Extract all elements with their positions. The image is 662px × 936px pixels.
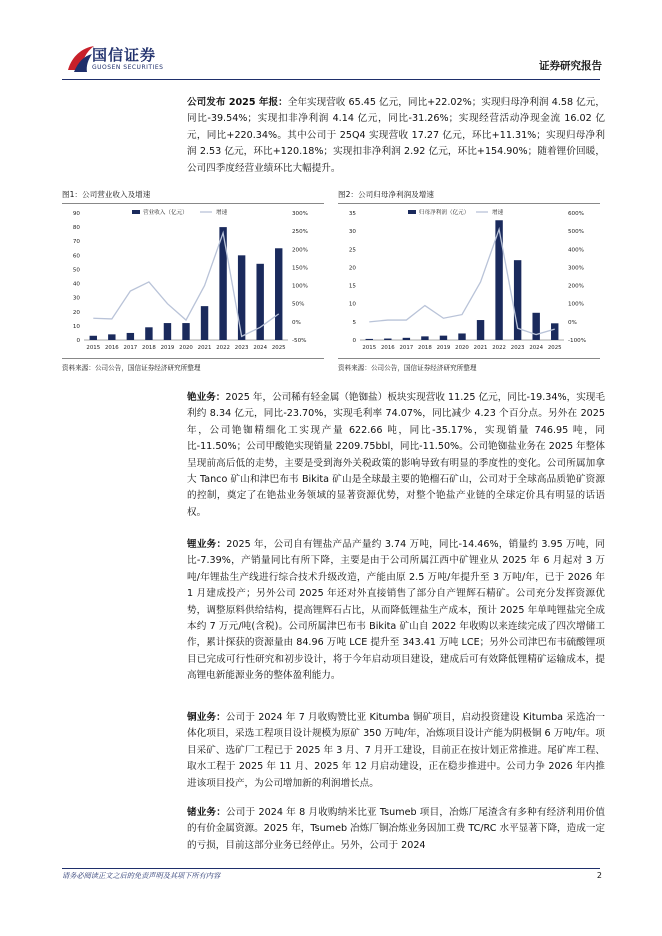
fig1-bar [108,334,115,340]
fig2-x-tick-label: 2024 [529,345,544,351]
fig2-left-tick-label: 30 [348,229,356,236]
fig1-left-tick-label: 70 [72,239,80,246]
fig2-bar [477,320,484,340]
company-name-en: GUOSEN SECURITIES [92,64,164,71]
fig1-left-tick-label: 90 [72,211,80,217]
fig1-bar [238,255,245,340]
fig2-right-tick-label: 400% [568,247,584,254]
fig2-x-tick-label: 2021 [473,345,488,351]
section-cesium-text: 2025 年，公司稀有轻金属（铯铷盐）板块实现营收 11.25 亿元，同比-19.34%，实现毛利约 8.34 亿元，同比-23.70%，实现毛利率 74.07%，同比减少 4.23 个百分点。另外在 2025 年，公司铯铷精细化工实现产量 622.66 吨，同比-35.17%，实现销量 746.95 吨，同比-11.50%；公司甲酸铯实现销量 2209.75bbl，同比-11.50%。公司铯铷盐业务在 2025 年整体呈现前高后低的走势，主要是受到海外关税政策的影响导致有明显的季度性的变化。公司所属加拿大 Tanco 矿山和津巴布韦 Bikita 矿山是全球最主要的铯榴石矿山，公司对于全球高品质铯矿资源的控制，奠定了在铯盐业务领域的显著资源优势，对整个铯盐产业链的全球定价具有明显的话语权。 [187,392,606,518]
fig1-x-tick-label: 2024 [253,345,268,351]
fig2-source-rule [338,358,600,359]
header-divider [62,79,600,80]
fig1-x-tick-label: 2023 [234,345,249,351]
fig1-x-tick-label: 2025 [271,345,286,351]
fig2-bar [403,338,410,340]
section-germanium [187,805,605,854]
fig2-growth-line [369,229,554,334]
fig2-bar [532,313,539,340]
fig1-right-tick-label: 200% [292,247,308,254]
fig2-x-tick-label: 2017 [399,345,414,351]
fig2-right-tick-label: 200% [568,283,584,290]
section-lithium-lead: 锂业务： [187,539,227,550]
section-copper-text: 公司于 2024 年 7 月收购赞比亚 Kitumba 铜矿项目，启动投资建设 Kitumba 采选冶一体化项目，采选工程项目设计规模为原矿 350 万吨/年，冶炼项目设计产能为阴极铜 6 万吨/年。项目采矿、选矿厂工程已于 2025 年 3 月、7 月开工建设，目前正在按计划正常推进。尾矿库工程、取水工程于 2025 年 11 月、2025 年 12 月启动建设，正在稳步推进中。公司力争 2026 年内推进该项目投产，为公司增加新的利润增长点。 [187,712,605,789]
fig1-left-tick-label: 80 [72,225,80,232]
fig2-x-tick-label: 2019 [436,345,451,351]
fig1-right-tick-label: 250% [292,229,308,236]
fig1-bar [275,248,282,340]
fig1-legend-bar-label: 营业收入（亿元） [143,210,188,216]
fig1-x-tick-label: 2016 [104,345,119,351]
fig1-title: 图1：公司营业收入及增速 [62,190,151,199]
fig1-bar [182,323,189,340]
fig2-bar [458,333,465,340]
fig2-source: 资料来源：公司公告，国信证券经济研究所整理 [338,364,477,372]
fig1-left-tick-label: 10 [72,323,80,330]
section-copper-lead: 铜业务： [187,712,226,723]
fig2-x-tick-label: 2020 [455,345,469,351]
fig1-x-tick-label: 2018 [142,345,156,351]
fig1-right-tick-label: 300% [292,211,308,217]
intro-lead: 公司发布 2025 年报： [187,97,288,108]
fig1-title-rule [62,203,324,204]
fig1-bar [201,306,208,340]
fig2-legend-bar-swatch [408,210,416,214]
fig1-x-tick-label: 2015 [86,345,101,351]
fig1-growth-line [93,233,278,336]
fig1-right-tick-label: 100% [292,283,308,290]
fig1-source-rule [62,358,324,359]
fig2-left-tick-label: 20 [348,265,356,272]
report-type: 证券研究报告 [539,60,602,72]
fig2-x-tick-label: 2015 [362,345,377,351]
fig2-right-tick-label: -100% [568,338,587,344]
fig2-right-tick-label: 500% [568,229,584,236]
net-profit-chart [338,205,600,357]
fig2-left-tick-label: 0 [352,338,356,344]
fig1-right-tick-label: -50% [292,338,307,344]
fig1-left-tick-label: 50 [72,267,80,274]
fig1-bar [164,323,171,340]
fig2-bar [384,339,391,340]
fig1-left-tick-label: 0 [76,338,80,344]
fig2-right-tick-label: 600% [568,211,584,217]
section-germanium-text: 公司于 2024 年 8 月收购纳米比亚 Tsumeb 项目，冶炼厂尾渣含有多种有经济利用价值的有价金属资源。2025 年，Tsumeb 冶炼厂铜冶炼业务因加工费 TC/RC 水平显著下降，造成一定的亏损，目前这部分业务已经停止。另外，公司于 2024 [187,807,606,851]
fig1-legend-bar-swatch [132,210,140,214]
fig2-x-tick-label: 2022 [492,345,506,351]
section-germanium-lead: 锗业务： [187,807,227,818]
fig1-source: 资料来源：公司公告，国信证券经济研究所整理 [62,364,201,372]
fig2-left-tick-label: 15 [348,283,356,290]
fig1-right-tick-label: 0% [292,319,301,326]
fig1-x-tick-label: 2020 [179,345,193,351]
fig2-x-tick-label: 2023 [510,345,525,351]
fig2-bar [366,339,373,340]
fig2-x-tick-label: 2016 [380,345,395,351]
fig2-legend-bar-label: 归母净利润（亿元） [419,210,470,216]
fig1-left-tick-label: 20 [72,309,80,316]
fig2-title-rule [338,203,600,204]
fig1-left-tick-label: 60 [72,253,80,260]
fig2-bar [440,336,447,340]
fig2-legend-line-label: 增速 [492,210,504,216]
fig2-title: 图2：公司归母净利润及增速 [338,190,434,199]
section-lithium [187,537,605,685]
fig1-x-tick-label: 2021 [197,345,212,351]
page-number: 2 [596,871,602,880]
fig1-right-tick-label: 50% [292,301,305,308]
fig1-x-tick-label: 2022 [216,345,230,351]
fig2-bar [551,323,558,340]
fig1-bar [127,333,134,340]
fig2-left-tick-label: 35 [348,211,356,217]
fig1-legend-line-label: 增速 [216,210,228,216]
fig2-right-tick-label: 0% [568,319,577,326]
fig2-right-tick-label: 300% [568,265,584,272]
fig2-bar [421,336,428,340]
footer-disclaimer: 请务必阅读正文之后的免责声明及其项下所有内容 [62,871,221,880]
fig2-left-tick-label: 10 [348,301,356,308]
fig2-left-tick-label: 25 [348,247,356,254]
footer-divider [62,868,600,869]
company-name-cn: 国信证券 [92,46,157,64]
section-cesium-lead: 铯业务： [187,392,226,403]
fig1-right-tick-label: 150% [292,265,308,272]
revenue-chart [62,205,324,357]
fig2-x-tick-label: 2018 [418,345,432,351]
fig2-right-tick-label: 100% [568,301,584,308]
fig1-left-tick-label: 30 [72,295,80,302]
fig1-left-tick-label: 40 [72,281,80,288]
section-cesium [187,390,605,521]
fig2-x-tick-label: 2025 [547,345,562,351]
section-lithium-text: 2025 年，公司自有锂盐产品产量约 3.74 万吨，同比-14.46%，销量约 3.95 万吨，同比-7.39%，产销量同比有所下降，主要是由于公司所属江西中矿锂业从 2025 年 6 月起对 3 万吨/年锂盐生产线进行综合技术升级改造，产能由原 2.5 万吨/年提升至 3 万吨/年，已于 2026 年 1 月建成投产；另外公司 2025 年还对外直接销售了部分自产锂辉石精矿。公司充分发挥资源优势，调整原料供给结构，提高锂辉石占比，从而降低锂盐生产成本，预计 2025 年单吨锂盐完全成本约 7 万元/吨(含税)。公司所属津巴布韦 Bikita 矿山自 2022 年收购以来连续完成了四次增储工作，累计探获的资源量由 84.96 万吨 LCE 提升至 343.41 万吨 LCE；另外公司津巴布韦硫酸锂项目已完成可行性研究和初步设计，将于今年启动项目建设，建成后可有效降低锂精矿运输成本，提高锂电新能源业务的整体盈利能力。 [187,539,605,682]
fig1-bar [145,327,152,340]
fig1-x-tick-label: 2019 [160,345,175,351]
fig2-left-tick-label: 5 [352,319,356,326]
intro-text: 全年实现营收 65.45 亿元，同比+22.02%；实现归母净利润 4.58 亿元，同比-39.54%；实现扣非净利润 4.14 亿元，同比-31.26%；实现经营活动净现金流 16.02 亿元，同比+220.34%。其中公司于 25Q4 实现营收 17.27 亿元，环比+11.31%；实现归母净利润 2.53 亿元，环比+120.18%；实现扣非净利润 2.92 亿元，环比+154.90%；随着锂价回暖，公司四季度经营业绩环比大幅提升。 [187,97,605,174]
fig1-x-tick-label: 2017 [123,345,138,351]
section-copper [187,710,605,792]
intro-paragraph [187,95,605,177]
fig1-bar [90,336,97,340]
